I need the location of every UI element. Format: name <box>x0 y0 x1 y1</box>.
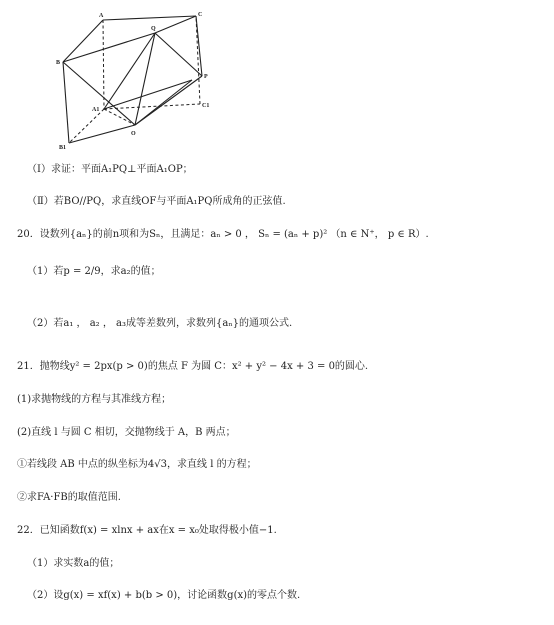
q22-part1: （1）求实数a的值； <box>27 558 120 569</box>
prism-diagram <box>55 8 215 150</box>
vertex-label-B1: B1 <box>59 145 67 150</box>
vertex-label-P: P <box>204 74 208 80</box>
q20-part1: （1）若p = 2/9，求a₂的值； <box>27 266 161 277</box>
vertex-label-Q: Q <box>151 26 156 32</box>
q21-part2a: ①若线段 AB 中点的纵坐标为4√3，求直线 l 的方程； <box>17 459 257 470</box>
vertex-label-A: A <box>99 13 104 19</box>
vertex-label-A1: A1 <box>92 107 100 113</box>
q21-part2b: ②求FA·FB的取值范围. <box>17 492 121 503</box>
vertex-label-C1: C1 <box>202 103 210 109</box>
q20-part2: （2）若a₁ ， a₂ ， a₃成等差数列，求数列{aₙ}的通项公式. <box>27 318 293 329</box>
q21-part1: (1)求抛物线的方程与其准线方程； <box>17 394 172 405</box>
vertex-label-C: C <box>198 12 203 18</box>
q19-part2: （Ⅱ）若BO//PQ，求直线OF与平面A₁PQ所成角的正弦值. <box>27 196 286 207</box>
q22-part2: （2）设g(x) = xf(x) + b(b > 0)，讨论函数g(x)的零点个数. <box>27 590 301 601</box>
q20-stem: 20．设数列{aₙ}的前n项和为Sₙ，且满足：aₙ > 0 ， Sₙ = (aₙ + p)² （n ∈ N⁺， p ∈ R）. <box>17 229 429 240</box>
q21-part2: (2)直线 l 与圆 C 相切，交抛物线于 A，B 两点； <box>17 427 236 438</box>
geometry-figure <box>55 8 215 150</box>
vertex-label-O: O <box>131 131 136 137</box>
q19-part1: （Ⅰ）求证：平面A₁PQ⊥平面A₁OP； <box>27 164 193 175</box>
vertex-label-B: B <box>56 60 61 66</box>
q21-stem: 21．抛物线y² = 2px(p > 0)的焦点 F 为圆 C：x² + y² − 4x + 3 = 0的圆心. <box>17 361 369 372</box>
q22-stem: 22．已知函数f(x) = xlnx + ax在x = x₀处取得极小值−1. <box>17 525 277 536</box>
